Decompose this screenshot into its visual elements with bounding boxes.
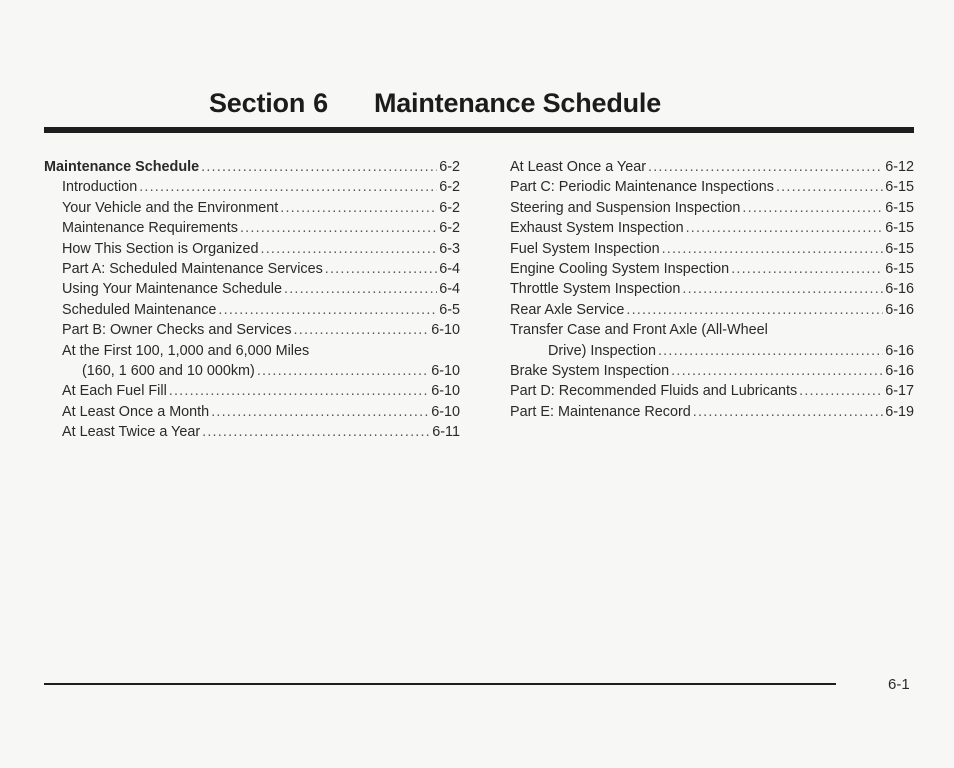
toc-entry-page: 6-5	[439, 301, 460, 318]
toc-entry-page: 6-2	[439, 179, 460, 196]
toc-dot-leader	[240, 218, 437, 238]
toc-dot-leader	[658, 341, 883, 361]
toc-entry-page: 6-10	[431, 383, 460, 400]
toc-entry[interactable]	[510, 177, 914, 197]
toc-dot-leader	[218, 300, 437, 320]
toc-entry[interactable]	[510, 361, 914, 381]
toc-entry[interactable]	[44, 259, 460, 279]
toc-entry-page: 6-10	[431, 363, 460, 380]
section-label: Section	[209, 88, 306, 118]
toc-entry-page: 6-2	[439, 199, 460, 216]
toc-dot-leader	[211, 402, 429, 422]
toc-entry[interactable]	[44, 381, 460, 401]
toc-right-column	[510, 157, 914, 422]
toc-entry[interactable]	[510, 218, 914, 238]
toc-entry-label: Throttle System Inspection	[510, 281, 681, 298]
toc-entry[interactable]	[510, 259, 914, 279]
toc-dot-leader	[626, 300, 883, 320]
page-number: 6-1	[888, 676, 910, 693]
toc-dot-leader	[662, 239, 884, 259]
toc-entry-page: 6-4	[439, 261, 460, 278]
toc-dot-leader	[686, 218, 884, 238]
toc-entry[interactable]	[44, 320, 460, 340]
toc-entry-label: Brake System Inspection	[510, 363, 670, 380]
toc-entry[interactable]	[510, 341, 914, 361]
toc-entry-label: Maintenance Requirements	[62, 220, 238, 237]
toc-dot-leader	[280, 198, 437, 218]
toc-dot-leader	[671, 361, 883, 381]
toc-dot-leader	[776, 177, 883, 197]
toc-dot-leader	[139, 177, 437, 197]
toc-entry[interactable]	[44, 422, 460, 442]
toc-dot-leader	[648, 157, 883, 177]
toc-entry-label: Transfer Case and Front Axle (All-Wheel	[510, 322, 768, 339]
toc-entry-label: Part E: Maintenance Record	[510, 403, 691, 420]
footer-rule	[44, 683, 836, 685]
toc-entry[interactable]	[44, 361, 460, 381]
toc-entry-label: Part D: Recommended Fluids and Lubricants	[510, 383, 798, 400]
toc-dot-leader	[799, 381, 883, 401]
toc-entry-page: 6-2	[439, 159, 460, 175]
toc-entry-page: 6-15	[885, 261, 914, 278]
section-title: Maintenance Schedule	[373, 88, 662, 118]
toc-entry-page: 6-19	[885, 403, 914, 420]
toc-entry[interactable]	[510, 402, 914, 422]
header-rule	[44, 127, 914, 133]
toc-entry-label: Scheduled Maintenance	[62, 301, 217, 318]
toc-entry[interactable]	[44, 218, 460, 238]
toc-entry[interactable]	[44, 198, 460, 218]
toc-entry-page: 6-15	[885, 199, 914, 216]
toc-entry-page: 6-2	[439, 220, 460, 237]
toc-dot-leader	[201, 157, 437, 177]
toc-entry-label: Part B: Owner Checks and Services	[62, 322, 292, 339]
toc-entry-label: At Each Fuel Fill	[62, 383, 167, 400]
toc-entry-label: At the First 100, 1,000 and 6,000 Miles	[62, 342, 310, 359]
toc-dot-leader	[682, 279, 883, 299]
toc-entry-page: 6-11	[432, 424, 460, 441]
toc-dot-leader	[731, 259, 883, 279]
toc-dot-leader	[169, 381, 429, 401]
toc-entry-page: 6-15	[885, 179, 914, 196]
toc-entry-page: 6-4	[439, 281, 460, 298]
toc-entry[interactable]	[44, 402, 460, 422]
toc-entry[interactable]	[510, 198, 914, 218]
toc-entry-page: 6-16	[885, 281, 914, 298]
toc-entry-label: Part A: Scheduled Maintenance Services	[62, 261, 323, 278]
toc-entry-label: (160, 1 600 and 10 000km)	[82, 363, 255, 380]
toc-entry-label: At Least Once a Year	[510, 159, 647, 175]
toc-entry-label: At Least Once a Month	[62, 403, 210, 420]
toc-entry-label: How This Section is Organized	[62, 240, 259, 257]
toc-entry-page: 6-10	[431, 322, 460, 339]
toc-entry-label: Drive) Inspection	[548, 342, 656, 359]
toc-entry-label: At Least Twice a Year	[62, 424, 201, 441]
toc-entry[interactable]	[510, 157, 914, 177]
toc-entry[interactable]	[44, 341, 460, 361]
toc-entry-page: 6-15	[885, 220, 914, 237]
toc-entry-label: Maintenance Schedule	[44, 159, 200, 175]
toc-entry[interactable]	[510, 320, 914, 340]
toc-entry[interactable]	[44, 239, 460, 259]
toc-dot-leader	[257, 361, 429, 381]
toc-entry-label: Using Your Maintenance Schedule	[62, 281, 283, 298]
toc-entry-page: 6-16	[885, 301, 914, 318]
toc-entry-page: 6-16	[885, 363, 914, 380]
toc-entry[interactable]	[44, 177, 460, 197]
toc-dot-leader	[294, 320, 430, 340]
toc-entry-page: 6-15	[885, 240, 914, 257]
toc-entry[interactable]	[44, 279, 460, 299]
toc-dot-leader	[261, 239, 438, 259]
toc-entry-label: Rear Axle Service	[510, 301, 625, 318]
toc-dot-leader	[284, 279, 437, 299]
toc-entry[interactable]	[510, 279, 914, 299]
toc-entry-page: 6-3	[439, 240, 460, 257]
toc-entry-label: Fuel System Inspection	[510, 240, 660, 257]
toc-entry-label: Part C: Periodic Maintenance Inspections	[510, 179, 774, 196]
toc-entry[interactable]	[510, 300, 914, 320]
section-heading	[209, 88, 661, 119]
toc-entry-page: 6-17	[885, 383, 914, 400]
toc-dot-leader	[202, 422, 430, 442]
toc-entry[interactable]	[44, 300, 460, 320]
toc-entry[interactable]	[510, 239, 914, 259]
section-number: 6	[313, 88, 328, 118]
toc-dot-leader	[742, 198, 883, 218]
toc-entry-label: Exhaust System Inspection	[510, 220, 684, 237]
toc-entry-page: 6-16	[885, 342, 914, 359]
toc-entry-label: Engine Cooling System Inspection	[510, 261, 730, 278]
toc-dot-leader	[693, 402, 883, 422]
toc-entry-main[interactable]	[44, 157, 460, 177]
toc-left-column	[44, 157, 460, 443]
toc-entry-label: Your Vehicle and the Environment	[62, 199, 279, 216]
toc-entry[interactable]	[510, 381, 914, 401]
toc-dot-leader	[325, 259, 437, 279]
toc-entry-page: 6-10	[431, 403, 460, 420]
toc-entry-page: 6-12	[885, 159, 914, 175]
toc-entry-label: Introduction	[62, 179, 138, 196]
toc-entry-label: Steering and Suspension Inspection	[510, 199, 741, 216]
